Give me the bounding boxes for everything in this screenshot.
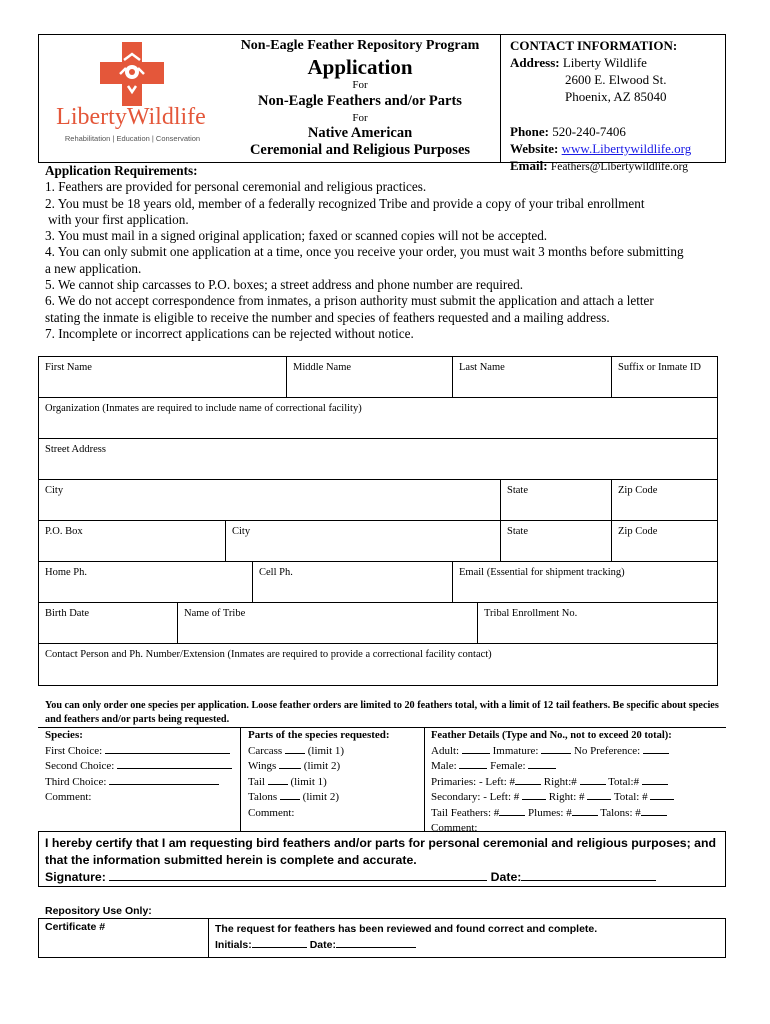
contact-person-field[interactable]: Contact Person and Ph. Number/Extension (Inmates are required to provide a correctional facility contact) xyxy=(45,649,492,660)
requirement-line: stating the inmate is eligible to receive the number and species of feathers requested and a mailing address. xyxy=(45,309,610,325)
immature-input[interactable] xyxy=(541,753,571,754)
purpose-line-2: Ceremonial and Religious Purposes xyxy=(249,142,471,158)
male-label: Male: xyxy=(431,760,457,772)
email-label: Email: xyxy=(510,158,548,173)
plumes-input[interactable] xyxy=(572,815,598,816)
cell-phone-field[interactable]: Cell Ph. xyxy=(259,567,293,578)
tail-feathers-input[interactable] xyxy=(499,815,525,816)
website-label: Website: xyxy=(510,141,559,156)
first-name-field[interactable]: First Name xyxy=(45,362,92,373)
first-choice-input[interactable] xyxy=(105,753,230,754)
talons-label: Talons xyxy=(248,791,278,803)
subtitle: Non-Eagle Feathers and/or Parts xyxy=(258,93,462,109)
secondary-left-label: Secondary: - Left: # xyxy=(431,791,520,803)
po-box-field[interactable]: P.O. Box xyxy=(45,526,83,537)
carcass-limit: (limit 1) xyxy=(307,744,345,757)
carcass-input[interactable] xyxy=(285,753,305,754)
secondary-right-input[interactable] xyxy=(587,799,611,800)
requirement-line: 4. You can only submit one application at a time, once you receive your order, you must wait 3 months before submitting xyxy=(45,244,684,260)
contact-heading: CONTACT INFORMATION: xyxy=(510,38,678,53)
header-divider xyxy=(500,34,501,163)
purpose-line-1: Native American xyxy=(307,125,413,141)
secondary-total-input[interactable] xyxy=(650,799,674,800)
immature-label: Immature: xyxy=(492,744,539,757)
requirement-line: 2. You must be 18 years old, member of a federally recognized Tribe and provide a copy of your tribal enrollment xyxy=(45,195,645,211)
tribe-field[interactable]: Name of Tribe xyxy=(184,608,246,619)
po-zip-field[interactable]: Zip Code xyxy=(618,526,658,537)
third-choice-label: Third Choice: xyxy=(45,775,107,788)
logo-wordmark: LibertyWildlife xyxy=(56,104,206,130)
certify-text: I hereby certify that I am requesting bird feathers and/or parts for personal ceremonial and religious purposes; and that the information submitted herein is complete and accurate. xyxy=(45,836,717,867)
certify-date-label: Date: xyxy=(490,870,522,884)
repository-date-label: Date: xyxy=(309,939,336,951)
wings-input[interactable] xyxy=(279,768,301,769)
details-comment-label: Comment: xyxy=(431,822,478,834)
signature-input[interactable] xyxy=(109,880,487,881)
reviewed-text: The request for feathers has been reviewed and found correct and complete. xyxy=(215,923,598,935)
enrollment-field[interactable]: Tribal Enrollment No. xyxy=(484,608,578,619)
adult-label: Adult: xyxy=(431,744,460,757)
middle-name-field[interactable]: Middle Name xyxy=(293,362,352,373)
wings-label: Wings xyxy=(248,760,277,772)
tail-feathers-label: Tail Feathers: # xyxy=(431,806,500,819)
contact-street: 2600 E. Elwood St. xyxy=(565,72,667,87)
initials-label: Initials: xyxy=(215,939,252,951)
website-link[interactable]: www.Libertywildlife.org xyxy=(561,141,692,156)
primaries-total-label: Total:# xyxy=(608,775,640,788)
logo-tagline: Rehabilitation | Education | Conservation xyxy=(64,134,201,143)
requirement-line: 7. Incomplete or incorrect applications can be rejected without notice. xyxy=(45,325,414,341)
initials-input[interactable] xyxy=(252,947,307,948)
female-input[interactable] xyxy=(528,768,556,769)
talons-no-input[interactable] xyxy=(641,815,667,816)
parts-heading: Parts of the species requested: xyxy=(248,729,390,741)
first-choice-label: First Choice: xyxy=(45,744,103,757)
male-input[interactable] xyxy=(459,768,487,769)
home-phone-field[interactable]: Home Ph. xyxy=(45,567,87,578)
order-notice: You can only order one species per application. Loose feather orders are limited to 20 feathers total, with a limit of 12 tail feathers. Be specific about species and feathers and/or parts being requested. xyxy=(45,700,719,725)
requirement-line: a new application. xyxy=(45,260,142,276)
carcass-label: Carcass xyxy=(248,744,283,757)
po-city-field[interactable]: City xyxy=(232,526,251,537)
primaries-left-label: Primaries: - Left: # xyxy=(431,775,516,788)
requirements-heading: Application Requirements: xyxy=(45,163,198,178)
contact-block xyxy=(510,37,724,176)
liberty-wildlife-logo xyxy=(40,38,220,158)
tail-input[interactable] xyxy=(268,784,288,785)
certify-date-input[interactable] xyxy=(521,880,656,881)
parts-comment-label: Comment: xyxy=(248,806,295,819)
suffix-field[interactable]: Suffix or Inmate ID xyxy=(618,362,701,373)
species-comment-label: Comment: xyxy=(45,791,92,803)
state-field[interactable]: State xyxy=(507,485,528,496)
birth-date-field[interactable]: Birth Date xyxy=(45,608,90,619)
wings-limit: (limit 2) xyxy=(303,760,341,772)
tail-label: Tail xyxy=(248,775,265,788)
street-address-field[interactable]: Street Address xyxy=(45,444,106,455)
secondary-right-label: Right: # xyxy=(548,791,585,803)
species-heading: Species: xyxy=(45,729,83,741)
contact-email: Feathers@Libertywildlife.org xyxy=(550,161,688,173)
details-heading: Feather Details (Type and No., not to exceed 20 total): xyxy=(431,730,672,741)
primaries-left-input[interactable] xyxy=(515,784,541,785)
third-choice-input[interactable] xyxy=(109,784,219,785)
talons-no-label: Talons: # xyxy=(600,806,641,819)
for-label-2: For xyxy=(352,112,368,124)
requirement-line: 3. You must mail in a signed original application; faxed or scanned copies will not be accepted. xyxy=(45,228,548,244)
no-pref-label: No Preference: xyxy=(573,744,641,757)
tail-limit: (limit 1) xyxy=(290,775,327,788)
organization-field[interactable]: Organization (Inmates are required to include name of correctional facility) xyxy=(45,403,362,414)
thunderbird-cross-icon xyxy=(100,42,164,106)
requirement-line: 6. We do not accept correspondence from inmates, a prison authority must submit the application and attach a letter xyxy=(45,293,654,309)
contact-city: Phoenix, AZ 85040 xyxy=(565,89,667,104)
city-field[interactable]: City xyxy=(45,485,64,496)
secondary-left-input[interactable] xyxy=(522,799,546,800)
second-choice-input[interactable] xyxy=(117,768,232,769)
secondary-total-label: Total: # xyxy=(613,791,648,803)
primaries-right-label: Right:# xyxy=(543,775,577,788)
contact-org: Liberty Wildlife xyxy=(562,55,647,70)
talons-limit: (limit 2) xyxy=(302,791,340,803)
address-label: Address: xyxy=(510,55,560,70)
contact-phone: 520-240-7406 xyxy=(552,124,626,139)
repository-heading: Repository Use Only: xyxy=(45,905,152,917)
adult-input[interactable] xyxy=(462,753,490,754)
second-choice-label: Second Choice: xyxy=(45,760,115,772)
requirement-line: with your first application. xyxy=(48,211,189,227)
po-state-field[interactable]: State xyxy=(507,526,528,537)
primaries-total-input[interactable] xyxy=(642,784,668,785)
female-label: Female: xyxy=(490,760,526,772)
plumes-label: Plumes: # xyxy=(528,806,572,819)
requirement-line: 1. Feathers are provided for personal ceremonial and religious practices. xyxy=(45,179,427,195)
certificate-label[interactable]: Certificate # xyxy=(45,921,106,933)
program-title: Non-Eagle Feather Repository Program xyxy=(240,38,480,53)
email-field[interactable]: Email (Essential for shipment tracking) xyxy=(459,567,625,578)
for-label-1: For xyxy=(352,79,368,91)
signature-label: Signature: xyxy=(45,870,106,884)
repository-date-input[interactable] xyxy=(336,947,416,948)
talons-input[interactable] xyxy=(280,799,300,800)
requirements-section xyxy=(45,163,735,342)
zip-field[interactable]: Zip Code xyxy=(618,485,658,496)
primaries-right-input[interactable] xyxy=(580,784,606,785)
no-pref-input[interactable] xyxy=(643,753,669,754)
requirement-line: 5. We cannot ship carcasses to P.O. boxes; a street address and phone number are required. xyxy=(45,277,524,293)
phone-label: Phone: xyxy=(510,124,549,139)
last-name-field[interactable]: Last Name xyxy=(459,362,505,373)
page-title: Application xyxy=(307,55,413,79)
